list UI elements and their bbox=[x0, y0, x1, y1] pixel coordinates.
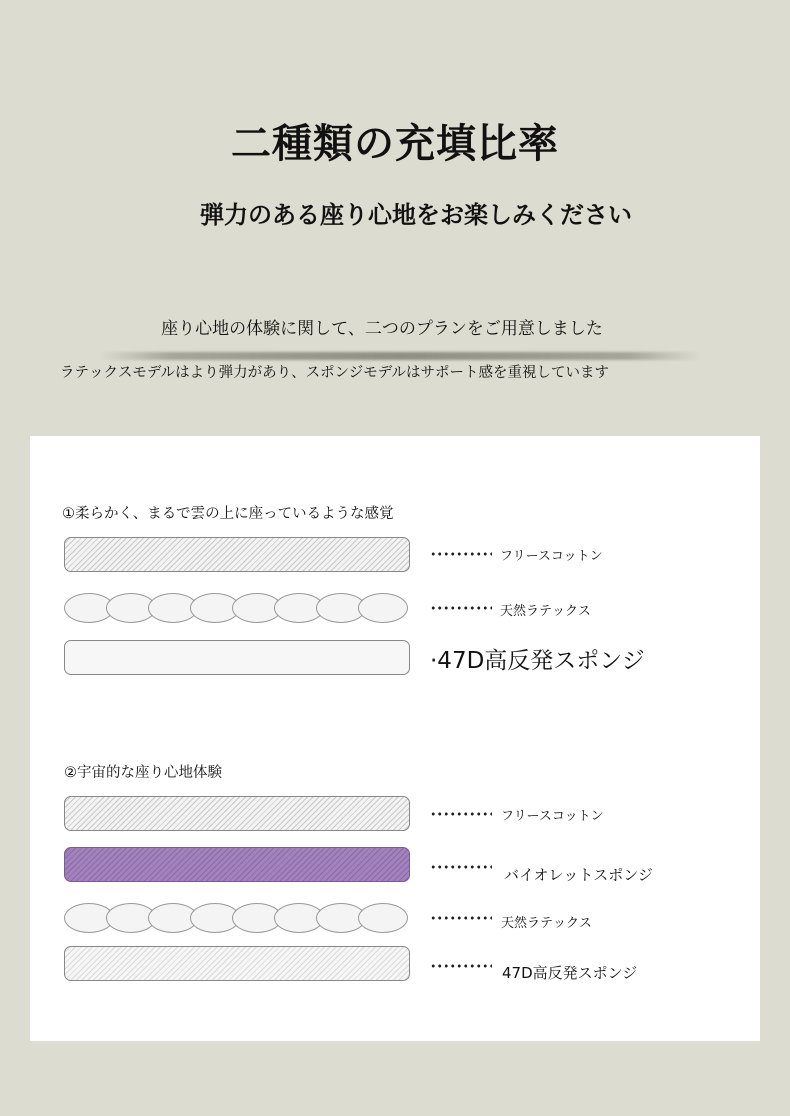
plan2-layer-label-3: 天然ラテックス bbox=[501, 916, 592, 931]
leader-dots bbox=[430, 606, 492, 610]
plan1-title: ①柔らかく、まるで雲の上に座っているような感覚 bbox=[62, 506, 394, 522]
page-title: 二種類の充填比率 bbox=[231, 121, 559, 167]
latex-bead bbox=[358, 593, 408, 623]
plan2-layer-label-4: 47D高反発スポンジ bbox=[502, 964, 638, 982]
plan1-layer-label-2: 天然ラテックス bbox=[500, 604, 591, 619]
plan2-layer-fleece-cotton bbox=[64, 796, 410, 831]
brush-stroke-divider bbox=[100, 352, 700, 360]
plan1-layer-label-1: フリースコットン bbox=[500, 549, 603, 564]
description-line-1: 座り心地の体験に関して、二つのプランをご用意しました bbox=[161, 319, 603, 339]
plan2-layer-violet-sponge bbox=[64, 847, 410, 882]
plan2-layer-sponge bbox=[64, 946, 410, 981]
plan1-layer-label-3: ·47D高反発スポンジ bbox=[430, 648, 645, 674]
page-subtitle: 弾力のある座り心地をお楽しみください bbox=[200, 201, 632, 229]
latex-bead bbox=[358, 903, 408, 933]
plan1-layer-fleece-cotton bbox=[64, 537, 410, 572]
leader-dots bbox=[430, 865, 492, 869]
leader-dots bbox=[430, 812, 492, 816]
plan1-layer-latex bbox=[64, 593, 412, 625]
leader-dots bbox=[430, 552, 492, 556]
description-line-2: ラテックスモデルはより弾力があり、スポンジモデルはサポート感を重視しています bbox=[60, 365, 610, 381]
layers-panel bbox=[30, 436, 760, 1041]
plan2-layer-label-2: バイオレットスポンジ bbox=[504, 866, 653, 884]
plan2-layer-latex bbox=[64, 903, 412, 935]
leader-dots bbox=[430, 964, 492, 968]
plan1-layer-sponge bbox=[64, 640, 410, 675]
leader-dots bbox=[430, 916, 492, 920]
plan2-layer-label-1: フリースコットン bbox=[501, 809, 604, 824]
plan2-title: ②宇宙的な座り心地体験 bbox=[64, 765, 222, 781]
